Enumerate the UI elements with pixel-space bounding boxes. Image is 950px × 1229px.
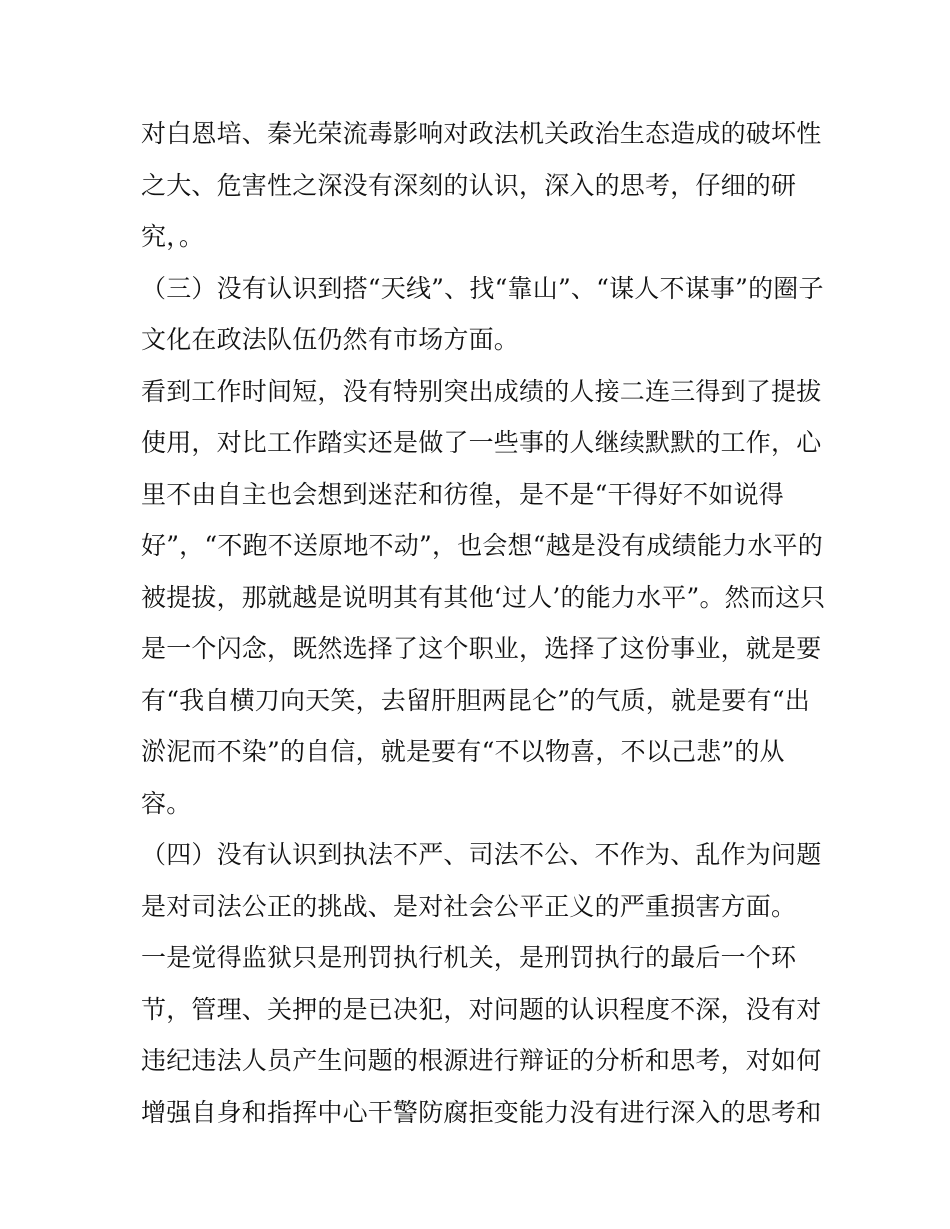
body-text bbox=[141, 108, 826, 1138]
text-line: 究，。 bbox=[141, 222, 205, 251]
section-heading-3-cont: 文化在政法队伍仍然有市场方面。 bbox=[141, 325, 520, 354]
text-line: 看到工作时间短，没有特别突出成绩的人接二连三得到了提拔 bbox=[141, 376, 822, 406]
text-line: 好”，“不跑不送原地不动”，也会想“越是没有成绩能力水平的 bbox=[141, 531, 823, 560]
text-line: 之大、危害性之深没有深刻的认识，深入的思考，仔细的研 bbox=[141, 170, 797, 200]
text-line: 有“我自横刀向天笑，去留肝胆两昆仑”的气质，就是要有“出 bbox=[141, 685, 810, 715]
text-line: 容。 bbox=[141, 788, 192, 818]
text-line: 里不由自主也会想到迷茫和彷徨，是不是“干得好不如说得 bbox=[141, 479, 784, 509]
text-line: 违纪违法人员产生问题的根源进行辩证的分析和思考，对如何 bbox=[141, 1046, 822, 1075]
text-line: 对白恩培、秦光荣流毒影响对政法机关政治生态造成的破坏性 bbox=[141, 119, 822, 148]
text-line: 节，管理、关押的是已决犯，对问题的认识程度不深，没有对 bbox=[141, 994, 822, 1024]
text-line: 被提拔，那就越是说明其有其他‘过人’的能力水平”。然而这只 bbox=[141, 582, 826, 612]
text-line: 是一个闪念，既然选择了这个职业，选择了这份事业，就是要 bbox=[141, 634, 822, 663]
text-line: 淤泥而不染”的自信，就是要有“不以物喜，不以己悲”的从 bbox=[141, 737, 785, 766]
text-line: 使用，对比工作踏实还是做了一些事的人继续默默的工作，心 bbox=[141, 428, 822, 457]
text-line: 增强自身和指挥中心干警防腐拒变能力没有进行深入的思考和 bbox=[141, 1097, 822, 1127]
section-heading-3: （三）没有认识到搭“天线”、找“靠山”、“谋人不谋事”的圈子 bbox=[141, 273, 824, 303]
text-line: 一是觉得监狱只是刑罚执行机关，是刑罚执行的最后一个环 bbox=[141, 943, 797, 972]
section-heading-4: （四）没有认识到执法不严、司法不公、不作为、乱作为问题 bbox=[141, 840, 822, 869]
section-heading-4-cont: 是对司法公正的挑战、是对社会公平正义的严重损害方面。 bbox=[141, 891, 797, 921]
